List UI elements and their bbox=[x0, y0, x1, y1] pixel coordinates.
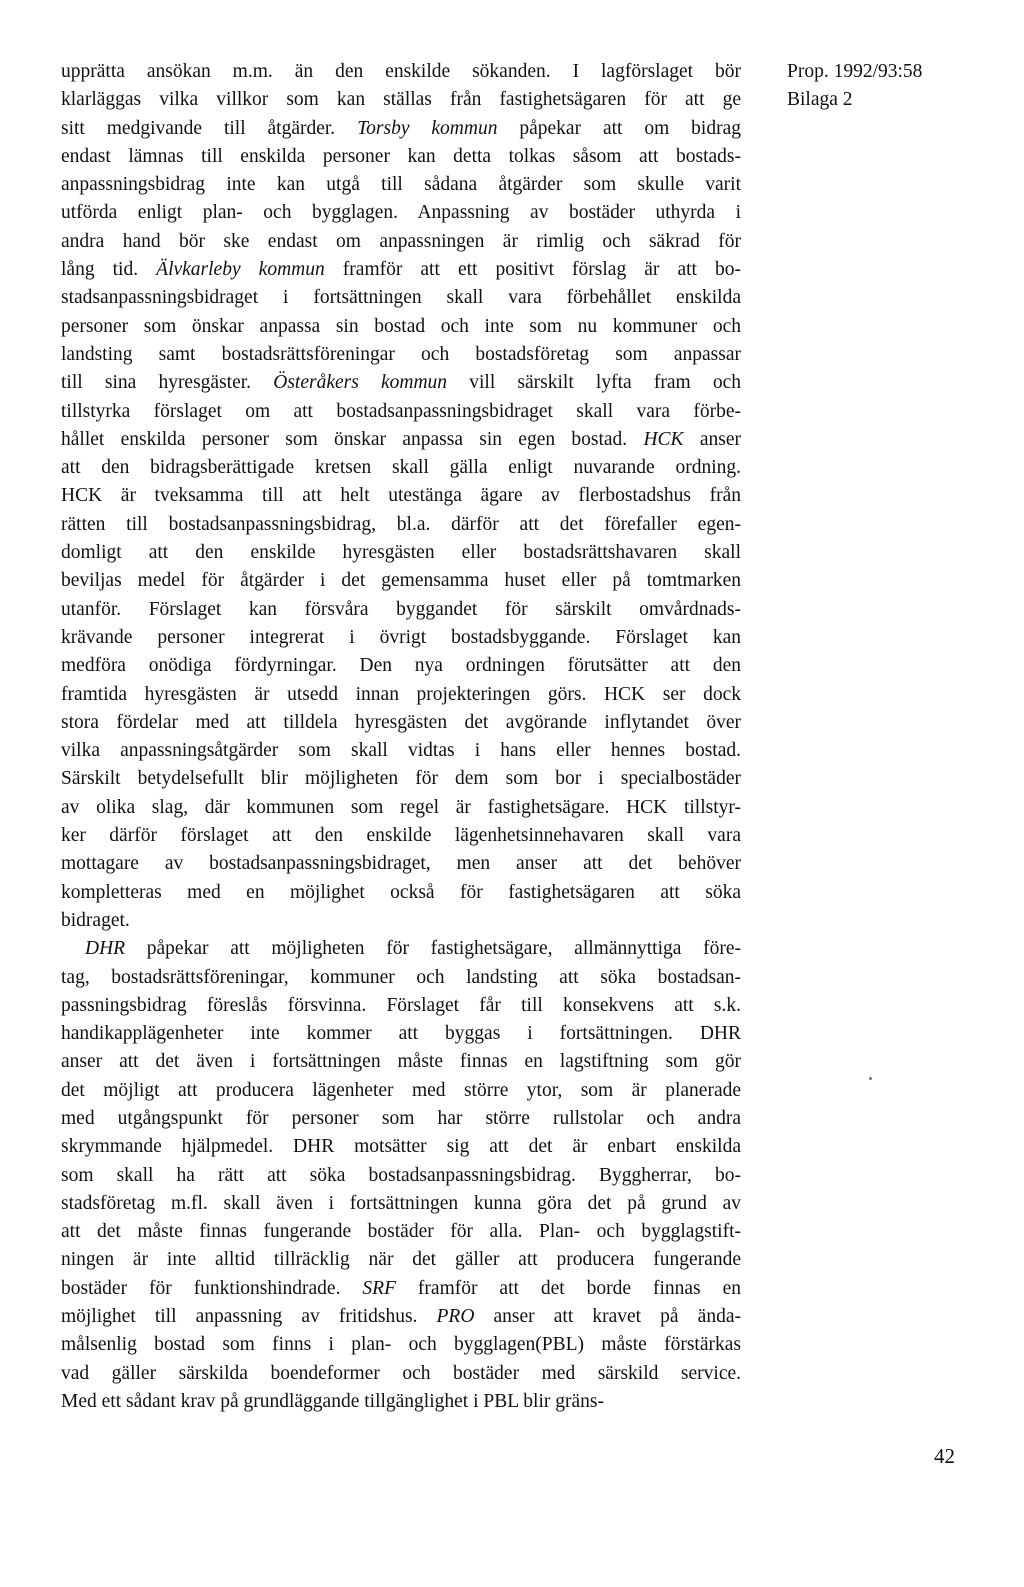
text-line bbox=[61, 1190, 741, 1218]
text-line bbox=[61, 228, 741, 256]
text-segment: mottagare av bostadsanpassningsbidraget, men anser att det behöver bbox=[61, 853, 741, 875]
text-segment: Särskilt betydelsefullt blir möjligheten för dem som bor i specialbostäder bbox=[61, 768, 741, 790]
text-segment: av olika slag, där kommunen som regel är fastighetsägare. HCK tillstyr- bbox=[61, 796, 741, 818]
text-line bbox=[61, 369, 741, 397]
text-segment: som skall ha rätt att söka bostadsanpassningsbidrag. Byggherrar, bo- bbox=[61, 1164, 741, 1186]
text-line bbox=[61, 681, 741, 709]
page-header bbox=[787, 58, 922, 114]
text-segment: framför att ett positivt förslag är att bo- bbox=[324, 259, 742, 281]
text-line bbox=[61, 907, 741, 935]
text-segment: beviljas medel för åtgärder i det gemensamma huset eller på tomtmarken bbox=[61, 570, 741, 592]
page-number: 42 bbox=[934, 1444, 955, 1468]
text-segment: tillstyrka förslaget om att bostadsanpassningsbidraget skall vara förbe- bbox=[61, 400, 741, 422]
text-segment: bostäder för funktionshindrade. bbox=[61, 1277, 363, 1299]
text-line bbox=[61, 58, 741, 86]
text-line bbox=[61, 398, 741, 426]
text-line bbox=[61, 567, 741, 595]
text-segment: personer som önskar anpassa sin bostad och inte som nu kommuner och bbox=[61, 315, 741, 337]
proposition-reference: Prop. 1992/93:58 bbox=[787, 61, 923, 82]
text-line bbox=[61, 1077, 741, 1105]
text-line bbox=[61, 992, 741, 1020]
text-segment: anpassningsbidrag inte kan utgå till sådana åtgärder som skulle varit bbox=[61, 174, 741, 196]
body-text bbox=[61, 58, 741, 1416]
text-segment: framför att det borde finnas en bbox=[395, 1277, 741, 1299]
text-segment: möjlighet till anpassning av fritidshus. bbox=[61, 1306, 437, 1328]
text-line bbox=[61, 426, 741, 454]
text-line bbox=[61, 143, 741, 171]
text-line bbox=[61, 539, 741, 567]
text-line bbox=[61, 1360, 741, 1388]
text-segment: tag, bostadsrättsföreningar, kommuner och landsting att söka bostadsan- bbox=[61, 966, 741, 988]
text-segment: ningen är inte alltid tillräcklig när det gäller att producera fungerande bbox=[61, 1249, 741, 1271]
text-segment: framtida hyresgästen är utsedd innan projekteringen görs. HCK ser dock bbox=[61, 683, 741, 705]
text-line bbox=[61, 511, 741, 539]
text-segment: det möjligt att producera lägenheter med större ytor, som är planerade bbox=[61, 1079, 741, 1101]
text-segment: att det måste finnas fungerande bostäder för alla. Plan- och bygglagstift- bbox=[61, 1221, 741, 1243]
text-segment: att den bidragsberättigade kretsen skall gälla enligt nuvarande ordning. bbox=[61, 457, 741, 479]
text-line bbox=[61, 1048, 741, 1076]
text-line bbox=[61, 1303, 741, 1331]
text-line bbox=[61, 652, 741, 680]
text-segment: rätten till bostadsanpassningsbidrag, bl.a. därför att det förefaller egen- bbox=[61, 513, 741, 535]
text-segment: stadsanpassningsbidraget i fortsättningen skall vara förbehållet enskilda bbox=[61, 287, 741, 309]
text-line bbox=[61, 1218, 741, 1246]
text-line bbox=[61, 624, 741, 652]
text-segment: handikapplägenheter inte kommer att byggas i fortsättningen. DHR bbox=[61, 1023, 741, 1045]
text-segment: kompletteras med en möjlighet också för fastighetsägaren att söka bbox=[61, 881, 741, 903]
text-segment: till sina hyresgäster. bbox=[61, 372, 274, 394]
text-segment: stadsföretag m.fl. skall även i fortsättningen kunna göra det på grund av bbox=[61, 1192, 741, 1214]
text-segment: klarläggas vilka villkor som kan ställas från fastighetsägaren för att ge bbox=[61, 89, 741, 111]
text-line bbox=[61, 1331, 741, 1359]
text-line bbox=[61, 256, 741, 284]
text-line bbox=[61, 1275, 741, 1303]
text-line bbox=[61, 171, 741, 199]
text-segment: sitt medgivande till åtgärder. bbox=[61, 117, 358, 139]
text-line bbox=[61, 1162, 741, 1190]
text-line bbox=[61, 1133, 741, 1161]
text-segment: vad gäller särskilda boendeformer och bostäder med särskild service. bbox=[61, 1362, 741, 1384]
text-line bbox=[61, 850, 741, 878]
italic-text-segment: SRF bbox=[362, 1277, 396, 1299]
text-segment: stora fördelar med att tilldela hyresgästen det avgörande inflytandet över bbox=[61, 711, 741, 733]
text-line bbox=[61, 964, 741, 992]
text-segment: anser bbox=[683, 428, 741, 450]
text-line bbox=[61, 879, 741, 907]
text-segment: Med ett sådant krav på grundläggande tillgänglighet i PBL blir gräns- bbox=[61, 1390, 604, 1412]
text-line bbox=[61, 313, 741, 341]
text-segment: med utgångspunkt för personer som har större rullstolar och andra bbox=[61, 1107, 741, 1129]
text-segment: påpekar att om bidrag bbox=[497, 117, 741, 139]
text-line bbox=[61, 1020, 741, 1048]
text-segment: ker därför förslaget att den enskilde lägenhetsinnehavaren skall vara bbox=[61, 825, 741, 847]
text-segment: anser att det även i fortsättningen måste finnas en lagstiftning som gör bbox=[61, 1051, 741, 1073]
text-segment: lång tid. bbox=[61, 259, 157, 281]
text-segment: endast lämnas till enskilda personer kan detta tolkas såsom att bostads- bbox=[61, 145, 741, 167]
text-line bbox=[61, 454, 741, 482]
text-segment: krävande personer integrerat i övrigt bostadsbyggande. Förslaget kan bbox=[61, 626, 741, 648]
italic-text-segment: Torsby kommun bbox=[357, 117, 498, 139]
text-segment: vill särskilt lyfta fram och bbox=[447, 372, 741, 394]
text-line bbox=[61, 935, 741, 963]
text-segment: upprätta ansökan m.m. än den enskilde sökanden. I lagförslaget bör bbox=[61, 61, 741, 82]
text-segment: anser att kravet på ända- bbox=[474, 1306, 741, 1328]
text-line bbox=[61, 822, 741, 850]
text-line bbox=[61, 86, 741, 114]
text-line bbox=[61, 341, 741, 369]
text-line bbox=[61, 794, 741, 822]
text-segment: vilka anpassningsåtgärder som skall vidtas i hans eller hennes bostad. bbox=[61, 740, 741, 762]
text-line bbox=[61, 199, 741, 227]
scan-speck bbox=[869, 1077, 872, 1080]
text-segment: HCK är tveksamma till att helt utestänga ägare av flerbostadshus från bbox=[61, 485, 741, 507]
text-segment: påpekar att möjligheten för fastighetsägare, allmännyttiga före- bbox=[125, 938, 741, 960]
text-segment: skrymmande hjälpmedel. DHR motsätter sig att det är enbart enskilda bbox=[61, 1136, 741, 1158]
text-segment: hållet enskilda personer som önskar anpassa sin egen bostad. bbox=[61, 428, 644, 450]
text-line bbox=[61, 1105, 741, 1133]
text-line bbox=[61, 737, 741, 765]
text-segment: andra hand bör ske endast om anpassningen är rimlig och säkrad för bbox=[61, 230, 741, 252]
text-segment: passningsbidrag föreslås försvinna. Förslaget får till konsekvens att s.k. bbox=[61, 994, 741, 1016]
italic-text-segment: Österåkers kommun bbox=[273, 372, 448, 394]
text-segment: utanför. Förslaget kan försvåra byggandet för särskilt omvårdnads- bbox=[61, 598, 741, 620]
text-line bbox=[61, 709, 741, 737]
text-segment: bidraget. bbox=[61, 909, 130, 931]
text-line bbox=[61, 284, 741, 312]
text-line bbox=[61, 1388, 741, 1416]
appendix-label: Bilaga 2 bbox=[787, 89, 853, 110]
text-segment: domligt att den enskilde hyresgästen eller bostadsrättshavaren skall bbox=[61, 542, 741, 564]
italic-text-segment: HCK bbox=[643, 428, 684, 450]
italic-text-segment: DHR bbox=[85, 938, 126, 960]
italic-text-segment: Älvkarleby kommun bbox=[156, 259, 325, 281]
text-line bbox=[61, 1246, 741, 1274]
text-segment: landsting samt bostadsrättsföreningar och bostadsföretag som anpassar bbox=[61, 343, 741, 365]
text-line bbox=[61, 596, 741, 624]
text-segment: medföra onödiga fördyrningar. Den nya ordningen förutsätter att den bbox=[61, 655, 741, 677]
text-line bbox=[61, 115, 741, 143]
italic-text-segment: PRO bbox=[436, 1306, 475, 1328]
text-segment: utförda enligt plan- och bygglagen. Anpassning av bostäder uthyrda i bbox=[61, 202, 741, 224]
text-line bbox=[61, 482, 741, 510]
text-segment: målsenlig bostad som finns i plan- och bygglagen(PBL) måste förstärkas bbox=[61, 1334, 741, 1356]
text-line bbox=[61, 765, 741, 793]
